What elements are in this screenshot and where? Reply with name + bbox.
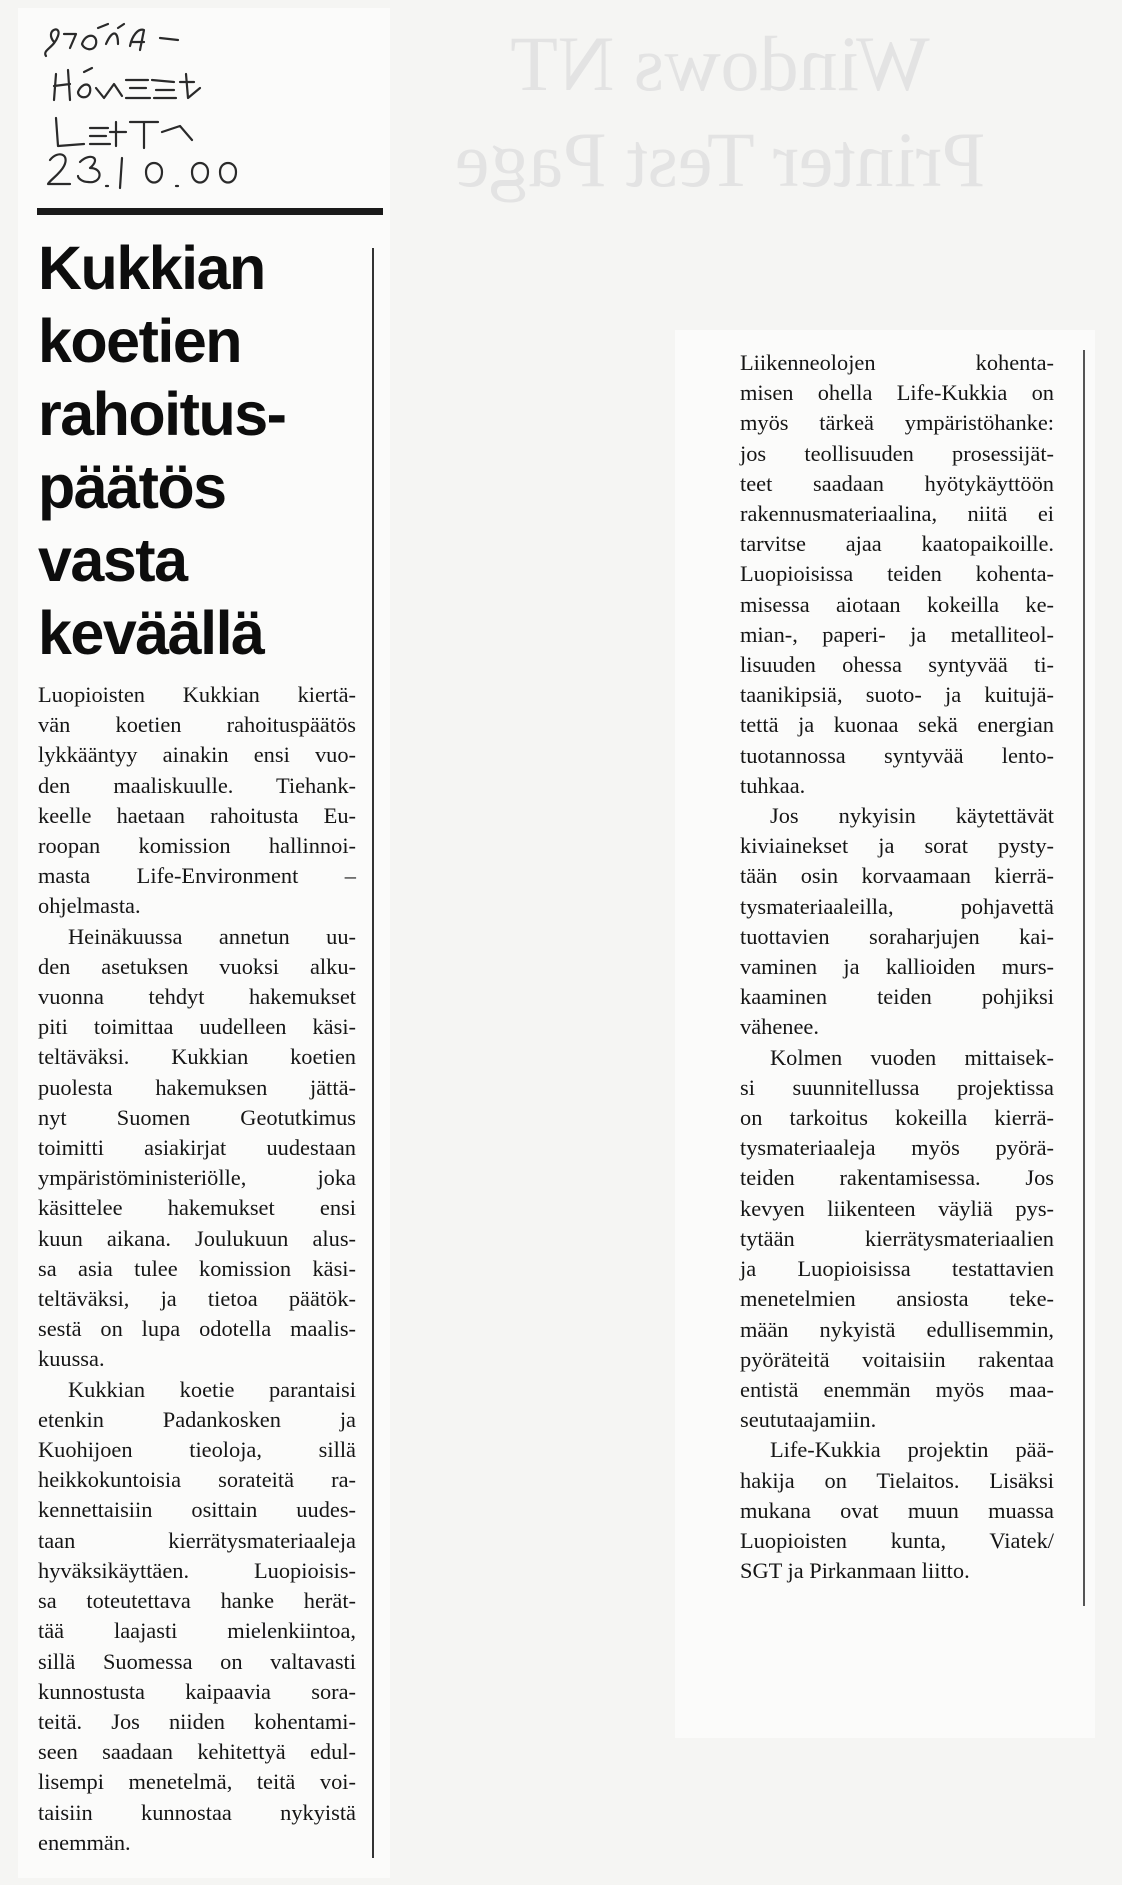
text-line: tysmateriaaleja myös pyörä- xyxy=(740,1135,1054,1161)
text-line: taanikipsiä, suoto- ja kuitujä- xyxy=(740,682,1054,708)
text-line: sa toteutettava hanke herät- xyxy=(38,1588,356,1614)
text-line: si suunnitellussa projektissa xyxy=(740,1074,1054,1100)
text-line: Life-Kukkia projektin pää- xyxy=(770,1437,1054,1463)
paragraph xyxy=(740,1043,1054,1436)
text-line: Luopioisissa teiden kohenta- xyxy=(740,561,1054,587)
text-line: misessa aiotaan kokeilla ke- xyxy=(740,591,1054,617)
text-line: etenkin Padankosken ja xyxy=(38,1406,356,1432)
text-line: kevyen liikenteen väyliä pys- xyxy=(740,1195,1054,1221)
text-line: misen ohella Life-Kukkia on xyxy=(740,380,1054,406)
headline-line: rahoitus- xyxy=(38,380,286,448)
text-line: ja Luopioisissa testattavien xyxy=(740,1256,1054,1282)
text-line: lisuuden ohessa syntyvää ti- xyxy=(740,652,1054,678)
text-line: vähenee. xyxy=(740,1014,819,1040)
text-line: Jos nykyisin käytettävät xyxy=(770,803,1054,829)
text-line: ympäristöministeriölle, joka xyxy=(38,1165,356,1191)
paragraph xyxy=(740,801,1054,1043)
handwritten-source-note xyxy=(34,10,314,210)
text-line: teltäväksi. Kukkian koetien xyxy=(38,1044,356,1070)
text-line: kuussa. xyxy=(38,1346,105,1372)
text-line: enemmän. xyxy=(38,1829,131,1855)
text-line: seen saadaan kehitettyä edul- xyxy=(38,1739,356,1765)
text-line: taisiin kunnostaa nykyistä xyxy=(38,1799,356,1825)
text-line: taan kierrätysmateriaaleja xyxy=(38,1527,356,1553)
text-line: teet saadaan hyötykäyttöön xyxy=(740,470,1054,496)
headline-line: vasta xyxy=(38,526,187,594)
text-line: myös tärkeä ympäristöhanke: xyxy=(740,410,1054,436)
text-line: masta Life-Environment – xyxy=(38,863,356,889)
text-line: Kukkian koetie parantaisi xyxy=(68,1376,356,1402)
text-line: jos teollisuuden prosessijät- xyxy=(740,440,1054,466)
text-line: Luopioisten kunta, Viatek/ xyxy=(740,1527,1054,1553)
text-line: mään nykyistä edullisemmin, xyxy=(740,1316,1054,1342)
column-rule-right xyxy=(1083,350,1085,1606)
article-headline xyxy=(38,232,368,670)
headline-line: päätös xyxy=(38,453,226,521)
paragraph xyxy=(38,1375,356,1858)
text-line: sestä on lupa odotella maalis- xyxy=(38,1316,356,1342)
paragraph xyxy=(740,1435,1054,1586)
text-line: entistä enemmän myös maa- xyxy=(740,1376,1054,1402)
article-left-column xyxy=(38,680,356,1858)
text-line: tuotannossa syntyvää lento- xyxy=(740,742,1054,768)
text-line: vuonna tehdyt hakemukset xyxy=(38,984,356,1010)
bleedthrough-title: Windows NT Printer Test Page xyxy=(454,20,986,203)
text-line: puolesta hakemuksen jättä- xyxy=(38,1074,356,1100)
text-line: pyöräteitä voitaisiin rakentaa xyxy=(740,1346,1054,1372)
text-line: piti toimittaa uudelleen käsi- xyxy=(38,1014,356,1040)
text-line: lykkääntyy ainakin ensi vuo- xyxy=(38,742,356,768)
text-line: tään osin korvaamaan kierrä- xyxy=(740,863,1054,889)
text-line: den asetuksen vuoksi alku- xyxy=(38,953,356,979)
text-line: tää laajasti mielenkiintoa, xyxy=(38,1618,356,1644)
text-line: kaaminen teiden pohjiksi xyxy=(740,984,1054,1010)
text-line: keelle haetaan rahoitusta Eu- xyxy=(38,802,356,828)
text-line: tettä ja kuonaa sekä energian xyxy=(740,712,1054,738)
text-line: tytään kierrätysmateriaalien xyxy=(740,1225,1054,1251)
headline-top-rule xyxy=(37,208,383,215)
text-line: menetelmien ansiosta teke- xyxy=(740,1286,1054,1312)
text-line: tarvitse ajaa kaatopaikoille. xyxy=(740,531,1054,557)
column-rule-left xyxy=(372,248,374,1858)
text-line: SGT ja Pirkanmaan liitto. xyxy=(740,1558,970,1584)
text-line: tuhkaa. xyxy=(740,772,806,798)
text-line: Kuohijoen tieoloja, sillä xyxy=(38,1437,356,1463)
text-line: tuottavien soraharjujen kai- xyxy=(740,923,1054,949)
text-line: hyväksikäyttäen. Luopioisis- xyxy=(38,1557,356,1583)
text-line: mukana ovat muun muassa xyxy=(740,1497,1054,1523)
text-line: mian-, paperi- ja metalliteol- xyxy=(740,621,1054,647)
text-line: den maaliskuulle. Tiehank- xyxy=(38,772,356,798)
text-line: roopan komission hallinnoi- xyxy=(38,833,356,859)
headline-line: Kukkian xyxy=(38,234,265,302)
text-line: Luopioisten Kukkian kiertä- xyxy=(38,682,356,707)
text-line: toimitti asiakirjat uudestaan xyxy=(38,1135,356,1161)
headline-line: koetien xyxy=(38,307,242,375)
text-line: Liikenneolojen kohenta- xyxy=(740,350,1054,375)
text-line: vaminen ja kallioiden murs- xyxy=(740,954,1054,980)
text-line: teiden rakentamisessa. Jos xyxy=(740,1165,1054,1191)
text-line: vän koetien rahoituspäätös xyxy=(38,712,356,738)
text-line: kuun aikana. Joulukuun alus- xyxy=(38,1225,356,1251)
paragraph xyxy=(740,348,1054,801)
text-line: käsittelee hakemukset ensi xyxy=(38,1195,356,1221)
text-line: kunnostusta kaipaavia sora- xyxy=(38,1678,356,1704)
text-line: hakija on Tielaitos. Lisäksi xyxy=(740,1467,1054,1493)
text-line: teitä. Jos niiden kohentami- xyxy=(38,1708,356,1734)
text-line: lisempi menetelmä, teitä voi- xyxy=(38,1769,356,1795)
text-line: rakennusmateriaalina, niitä ei xyxy=(740,501,1054,527)
text-line: teltäväksi, ja tietoa päätök- xyxy=(38,1286,356,1312)
text-line: sa asia tulee komission käsi- xyxy=(38,1255,356,1281)
headline-line: keväällä xyxy=(38,599,264,667)
text-line: Heinäkuussa annetun uu- xyxy=(68,923,356,949)
text-line: ohjelmasta. xyxy=(38,893,141,919)
article-right-column xyxy=(740,348,1054,1586)
text-line: kennettaisiin osittain uudes- xyxy=(38,1497,356,1523)
text-line: tysmateriaaleilla, pohjavettä xyxy=(740,893,1054,919)
text-line: heikkokuntoisia sorateitä ra- xyxy=(38,1467,356,1493)
text-line: Kolmen vuoden mittaisek- xyxy=(770,1044,1054,1070)
text-line: nyt Suomen Geotutkimus xyxy=(38,1104,356,1130)
paragraph xyxy=(38,922,356,1375)
paragraph xyxy=(38,680,356,922)
text-line: kiviainekset ja sorat pysty- xyxy=(740,833,1054,859)
text-line: seututaajamiin. xyxy=(740,1407,877,1433)
text-line: on tarkoitus kokeilla kierrä- xyxy=(740,1105,1054,1131)
text-line: sillä Suomessa on valtavasti xyxy=(38,1648,356,1674)
